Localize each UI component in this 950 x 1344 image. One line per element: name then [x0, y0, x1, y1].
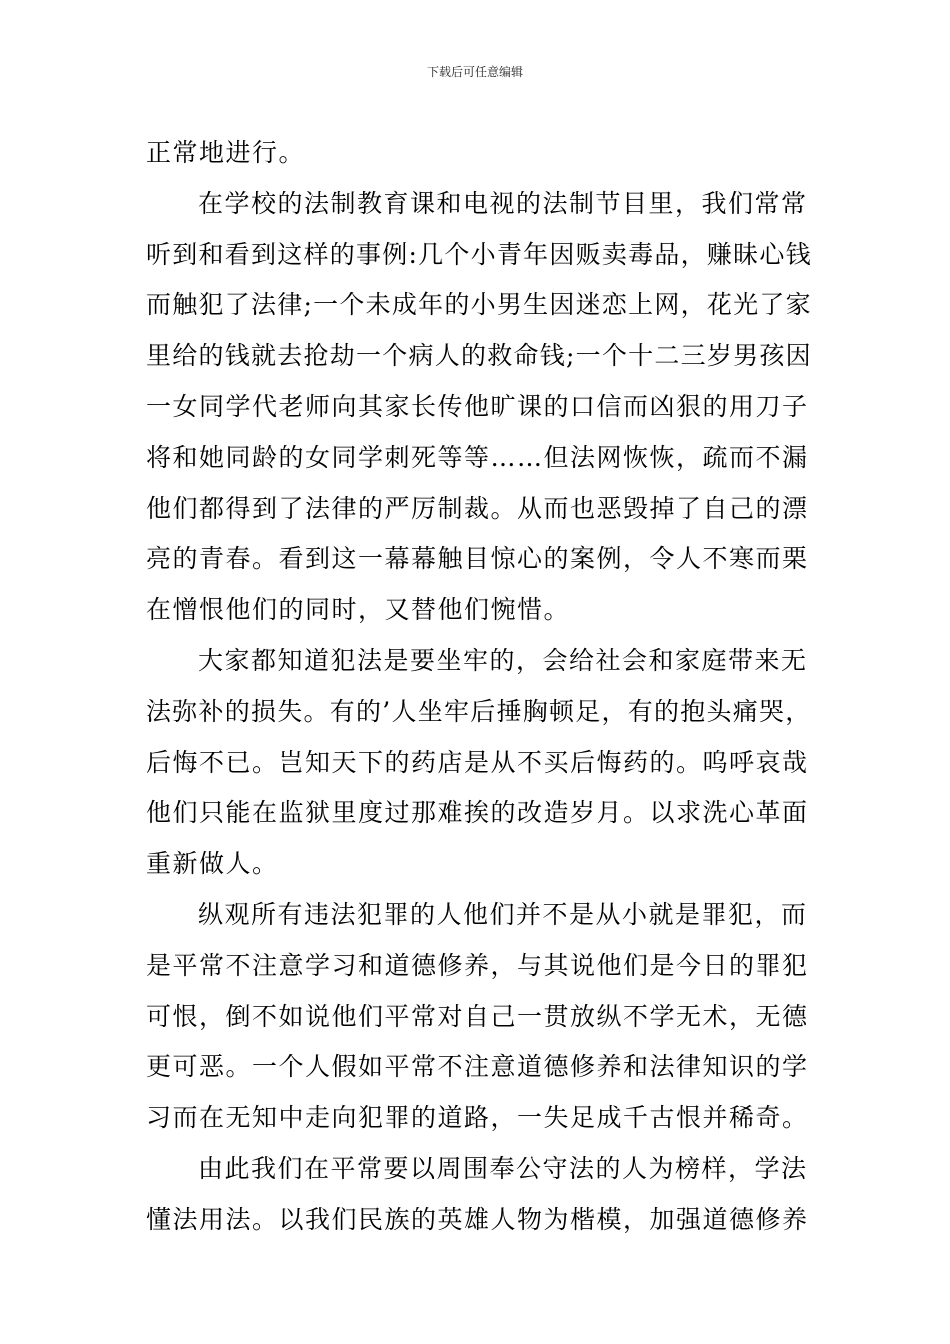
text-line: 由此我们在平常要以周围奉公守法的人为榜样，学法 — [198, 1153, 808, 1183]
text-line: 他们只能在监狱里度过那难挨的改造岁月。以求洗心革面 — [146, 798, 809, 828]
text-line: 可恨，倒不如说他们平常对自己一贯放纵不学无术，无德 — [146, 1001, 809, 1031]
text-line: 将和她同龄的女同学刺死等等……但法网恢恢，疏而不漏 — [146, 442, 809, 472]
text-line: 在学校的法制教育课和电视的法制节目里，我们常常 — [198, 188, 808, 218]
text-line: 而触犯了法律;一个未成年的小男生因迷恋上网，花光了家 — [146, 290, 812, 320]
text-line: 听到和看到这样的事例:几个小青年因贩卖毒品，赚昧心钱 — [146, 239, 812, 269]
text-line: 习而在无知中走向犯罪的道路，一失足成千古恨并稀奇。 — [146, 1103, 809, 1133]
text-line: 在憎恨他们的同时，又替他们惋惜。 — [146, 595, 571, 625]
text-line: 更可恶。一个人假如平常不注意道德修养和法律知识的学 — [146, 1052, 809, 1082]
text-line: 正常地进行。 — [146, 138, 306, 167]
text-line: 他们都得到了法律的严厉制裁。从而也恶毁掉了自己的漂 — [146, 493, 809, 523]
text-line: 法弥补的损失。有的’人坐牢后捶胸顿足，有的抱头痛哭， — [146, 696, 812, 726]
text-line: 一女同学代老师向其家长传他旷课的口信而凶狠的用刀子 — [146, 391, 809, 421]
text-line: 重新做人。 — [146, 849, 279, 879]
text-line: 大家都知道犯法是要坐牢的，会给社会和家庭带来无 — [198, 645, 808, 675]
text-line: 纵观所有违法犯罪的人他们并不是从小就是罪犯，而 — [198, 899, 808, 929]
page-header: 下载后可任意编辑 — [426, 65, 523, 79]
text-line: 懂法用法。以我们民族的英雄人物为楷模，加强道德修养 — [146, 1204, 809, 1234]
text-line: 里给的钱就去抢劫一个病人的救命钱;一个十二三岁男孩因 — [146, 341, 812, 371]
text-line: 是平常不注意学习和道德修养，与其说他们是今日的罪犯 — [146, 950, 809, 980]
body-text — [146, 128, 812, 1246]
text-line: 亮的青春。看到这一幕幕触目惊心的案例，令人不寒而栗 — [146, 544, 809, 574]
text-line: 后悔不已。岂知天下的药店是从不买后悔药的。呜呼哀哉 — [146, 747, 809, 777]
